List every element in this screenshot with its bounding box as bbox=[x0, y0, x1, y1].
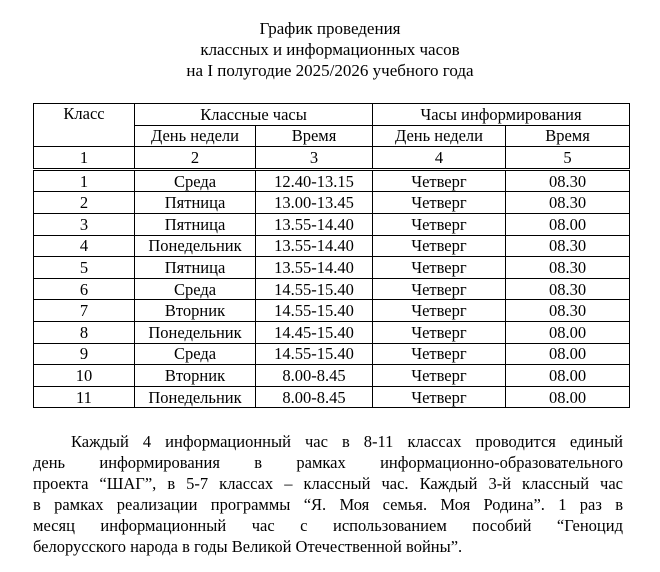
class-cell: 6 bbox=[34, 278, 135, 300]
info-hour-day-cell: Четверг bbox=[373, 213, 506, 235]
table-row bbox=[34, 257, 630, 279]
column-number: 2 bbox=[135, 147, 256, 170]
class-cell: 5 bbox=[34, 257, 135, 279]
title-line-2: классных и информационных часов bbox=[200, 40, 460, 59]
note-line: в рамках реализации программы “Я. Моя семья. Моя Родина”. 1 раз в bbox=[33, 495, 623, 514]
class-hour-day-cell: Понедельник bbox=[135, 321, 256, 343]
class-hour-time-cell: 13.55-14.40 bbox=[256, 235, 373, 257]
info-hour-time-cell: 08.30 bbox=[506, 300, 630, 322]
class-cell: 3 bbox=[34, 213, 135, 235]
class-hour-day-cell: Вторник bbox=[135, 365, 256, 387]
class-hour-time-cell: 14.55-15.40 bbox=[256, 300, 373, 322]
column-number: 5 bbox=[506, 147, 630, 170]
info-hour-time-cell: 08.30 bbox=[506, 192, 630, 214]
class-hour-day-cell: Вторник bbox=[135, 300, 256, 322]
info-hour-day-cell: Четверг bbox=[373, 300, 506, 322]
info-hour-time-cell: 08.30 bbox=[506, 235, 630, 257]
info-hour-time-cell: 08.00 bbox=[506, 386, 630, 408]
class-hour-time-cell: 13.55-14.40 bbox=[256, 257, 373, 279]
column-number: 4 bbox=[373, 147, 506, 170]
class-cell: 11 bbox=[34, 386, 135, 408]
class-hour-day-cell: Понедельник bbox=[135, 386, 256, 408]
class-hours-weekday-header: День недели bbox=[135, 125, 256, 147]
info-hour-day-cell: Четверг bbox=[373, 278, 506, 300]
table-row bbox=[34, 192, 630, 214]
table-row bbox=[34, 321, 630, 343]
class-cell: 8 bbox=[34, 321, 135, 343]
note-line: день информирования в рамках информационно-образовательного bbox=[33, 453, 623, 472]
column-number: 1 bbox=[34, 147, 135, 170]
class-cell: 9 bbox=[34, 343, 135, 365]
class-hour-day-cell: Среда bbox=[135, 343, 256, 365]
note-paragraph bbox=[33, 431, 623, 557]
class-hour-day-cell: Среда bbox=[135, 169, 256, 192]
class-hour-day-cell: Пятница bbox=[135, 192, 256, 214]
schedule-table bbox=[33, 103, 630, 408]
document-title bbox=[0, 18, 660, 81]
info-hour-time-cell: 08.00 bbox=[506, 321, 630, 343]
info-hour-time-cell: 08.00 bbox=[506, 365, 630, 387]
title-line-3: на I полугодие 2025/2026 учебного года bbox=[186, 61, 474, 80]
title-line-1: График проведения bbox=[259, 19, 401, 38]
table-row bbox=[34, 169, 630, 192]
class-hour-day-cell: Пятница bbox=[135, 213, 256, 235]
info-hour-day-cell: Четверг bbox=[373, 386, 506, 408]
class-hour-time-cell: 14.55-15.40 bbox=[256, 343, 373, 365]
class-cell: 7 bbox=[34, 300, 135, 322]
class-cell: 2 bbox=[34, 192, 135, 214]
info-hour-day-cell: Четверг bbox=[373, 343, 506, 365]
class-hours-time-header: Время bbox=[256, 125, 373, 147]
table-row bbox=[34, 365, 630, 387]
table-row bbox=[34, 343, 630, 365]
info-hours-weekday-header: День недели bbox=[373, 125, 506, 147]
info-hour-time-cell: 08.30 bbox=[506, 169, 630, 192]
info-hour-time-cell: 08.00 bbox=[506, 213, 630, 235]
class-hours-header: Классные часы bbox=[135, 104, 373, 126]
info-hour-day-cell: Четверг bbox=[373, 169, 506, 192]
class-hour-time-cell: 8.00-8.45 bbox=[256, 365, 373, 387]
column-number-row bbox=[34, 147, 630, 170]
class-hour-time-cell: 14.55-15.40 bbox=[256, 278, 373, 300]
class-hour-day-cell: Среда bbox=[135, 278, 256, 300]
info-hour-day-cell: Четверг bbox=[373, 235, 506, 257]
info-hour-time-cell: 08.30 bbox=[506, 278, 630, 300]
note-line: белорусского народа в годы Великой Отечественной войны”. bbox=[33, 537, 463, 556]
class-hour-time-cell: 13.00-13.45 bbox=[256, 192, 373, 214]
table-row bbox=[34, 386, 630, 408]
table-row bbox=[34, 213, 630, 235]
table-row bbox=[34, 300, 630, 322]
class-hour-time-cell: 12.40-13.15 bbox=[256, 169, 373, 192]
class-hour-day-cell: Пятница bbox=[135, 257, 256, 279]
info-hour-time-cell: 08.00 bbox=[506, 343, 630, 365]
class-hour-time-cell: 14.45-15.40 bbox=[256, 321, 373, 343]
table-row bbox=[34, 278, 630, 300]
info-hour-time-cell: 08.30 bbox=[506, 257, 630, 279]
info-hour-day-cell: Четверг bbox=[373, 321, 506, 343]
info-hour-day-cell: Четверг bbox=[373, 365, 506, 387]
info-hour-day-cell: Четверг bbox=[373, 192, 506, 214]
class-cell: 4 bbox=[34, 235, 135, 257]
column-number: 3 bbox=[256, 147, 373, 170]
note-line: месяц информационный час с использованием пособий “Геноцид bbox=[33, 516, 623, 535]
note-line: Каждый 4 информационный час в 8-11 классах проводится единый bbox=[71, 432, 623, 451]
info-hours-time-header: Время bbox=[506, 125, 630, 147]
class-hour-time-cell: 13.55-14.40 bbox=[256, 213, 373, 235]
class-column-header: Класс bbox=[34, 104, 135, 147]
info-hours-header: Часы информирования bbox=[373, 104, 630, 126]
class-hour-day-cell: Понедельник bbox=[135, 235, 256, 257]
note-line: проекта “ШАГ”, в 5-7 классах – классный час. Каждый 3-й классный час bbox=[33, 474, 623, 493]
class-hour-time-cell: 8.00-8.45 bbox=[256, 386, 373, 408]
header-row-1 bbox=[34, 104, 630, 126]
class-cell: 1 bbox=[34, 169, 135, 192]
class-cell: 10 bbox=[34, 365, 135, 387]
table-row bbox=[34, 235, 630, 257]
info-hour-day-cell: Четверг bbox=[373, 257, 506, 279]
